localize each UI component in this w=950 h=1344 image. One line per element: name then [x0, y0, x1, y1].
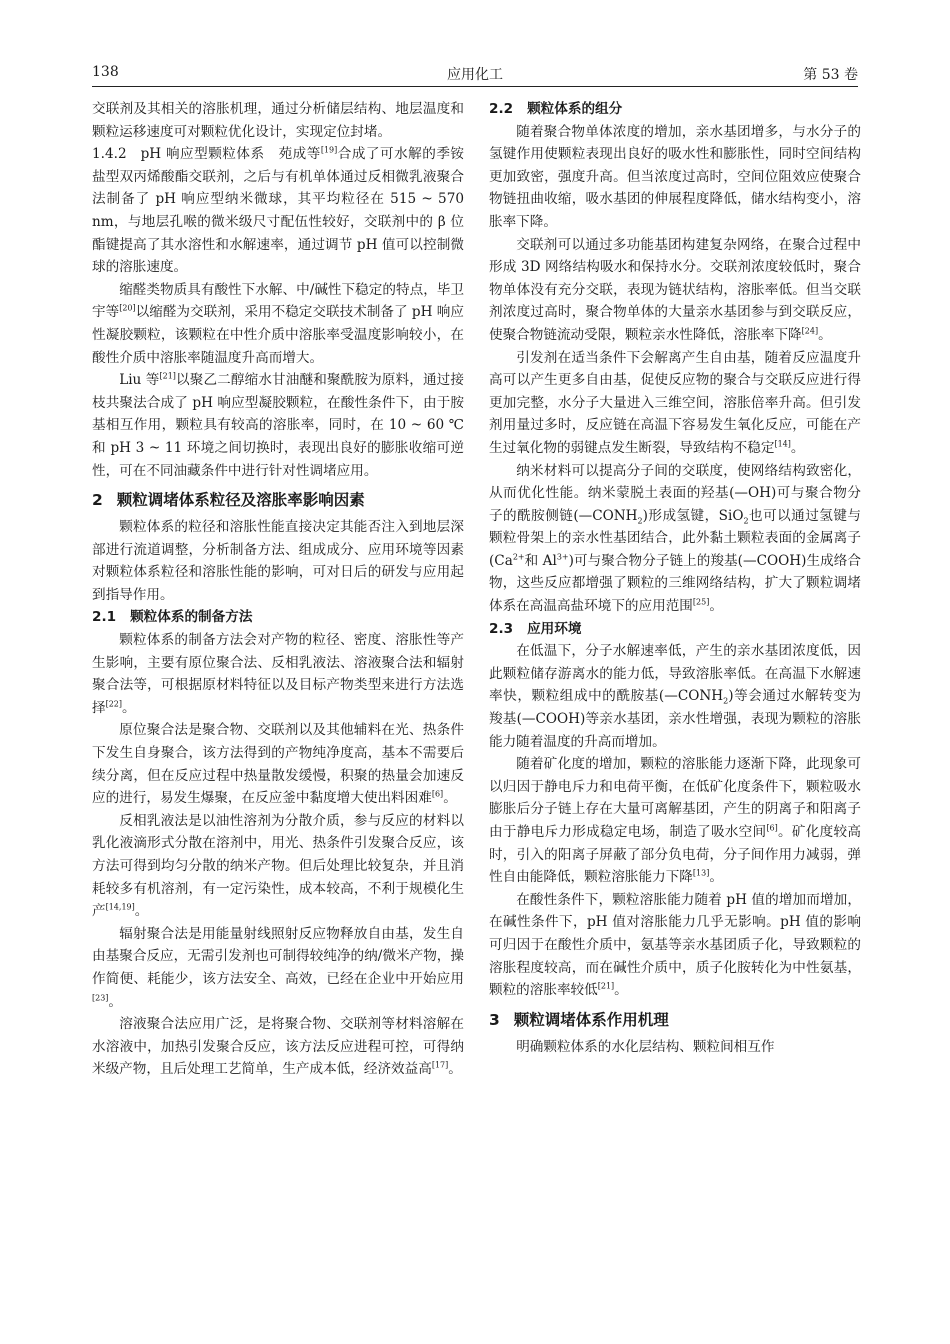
citation: [6] [431, 789, 444, 799]
paragraph: 随着聚合物单体浓度的增加，亲水基团增多，与水分子的氢键作用使颗粒表现出良好的吸水性和膨胀性，同时空间结构更加致密，强度升高。但当浓度过高时，空间位阻效应使聚合物链扭曲收缩，吸水基团的伸展程度降低，储水结构变小，溶胀率下降。 [489, 123, 861, 230]
section-heading-3: 3 颗粒调堵体系作用机理 [489, 1010, 669, 1029]
subsection-title: pH 响应型颗粒体系 [140, 146, 265, 163]
paragraph: 原位聚合法是聚合物、交联剂以及其他辅料在光、热条件下发生自身聚合，该方法得到的产物纯净度高，基本不需要后续分离，但在反应过程中热量散发缓慢，积聚的热量会加速反应的进行，易发生爆聚，在反应釜中黏度增大使出料困难[6]。 [92, 722, 464, 807]
citation: [17] [431, 1060, 449, 1070]
section-heading-2: 2 颗粒调堵体系粒径及溶胀率影响因素 [92, 491, 365, 510]
page-header [92, 60, 858, 87]
paragraph: 辐射聚合法是用能量射线照射反应物释放自由基，发生自由基聚合反应，无需引发剂也可制得较纯净的纳/微米产物，操作简便、耗能少，该方法安全、高效，已经在企业中开始应用[23]。 [92, 925, 464, 1010]
section-number: 1.4.2 [92, 146, 127, 163]
citation: [6] [766, 823, 778, 833]
paragraph: 引发剂在适当条件下会解离产生自由基，随着反应温度升高可以产生更多自由基，促使反应物的聚合与交联反应进行得更加完整，水分子大量进入三维空间，溶胀倍率升高。但引发剂用量过多时，反应链在高温下容易发生氧化反应，可能在产生过氧化物的弱键点发生断裂，导致结构不稳定[14]。 [489, 349, 861, 456]
paragraph: 交联剂可以通过多功能基团构建复杂网络，在聚合过程中形成 3D 网络结构吸水和保持水分。交联剂浓度较低时，聚合物单体没有充分交联，表现为链状结构，溶胀率低。但当交联剂浓度过高时，聚合物单体的大量亲水基团参与到交联反应，使聚合物链流动受限，颗粒亲水性降低，溶胀率下降[24]。 [489, 236, 861, 343]
paragraph: 在酸性条件下，颗粒溶胀能力随着 pH 值的增加而增加，在碱性条件下，pH 值对溶胀能力几乎无影响。pH 值的影响可归因于在酸性介质中，氨基等亲水基团质子化，导致颗粒的溶胀程度较高，而在碱性介质中，质子化胺转化为中性氨基，颗粒的溶胀率较低[21]。 [489, 891, 861, 999]
paragraph: 交联剂及其相关的溶胀机理，通过分析储层结构、地层温度和颗粒运移速度可对颗粒优化设计，实现定位封堵。 [92, 101, 464, 140]
left-column [92, 98, 464, 1081]
paragraph: 在低温下，分子水解速率低，产生的亲水基团浓度低，因此颗粒储存游离水的能力低，导致溶胀率低。在高温下水解速率快，颗粒组成中的酰胺基$(—CONH_2)$等会通过水解转变为羧基(—COOH)等亲水基团，亲水性增强，表现为颗粒的溶胀能力随着温度的升高而增加。 [489, 643, 861, 750]
paragraph: 随着矿化度的增加，颗粒的溶胀能力逐渐下降，此现象可以归因于静电斥力和电荷平衡，在低矿化度条件下，颗粒吸水膨胀后分子链上存在大量可离解基团，产生的阴离子和阳离子由于静电斥力形成稳定电场，制造了吸水空间[6]。矿化度较高时，引入的阳离子屏蔽了部分负电荷，分子间作用力减弱，弹性自由能降低，颗粒溶胀能力下降[13]。 [489, 756, 862, 886]
citation: [19] [320, 145, 338, 155]
paragraph: Liu 等[21]以聚乙二醇缩水甘油醚和聚酰胺为原料，通过接枝共聚法合成了 pH 响应型凝胶颗粒，在酸性条件下，由于胺基相互作用，颗粒具有较高的溶胀率，同时，在 10 ~ 60 ℃ 和 pH 3 ~ 11 环境之间切换时，表现出良好的膨胀收缩可逆性，可在不同油藏条件中进行针对性调堵应用。 [92, 371, 464, 479]
citation: [25] [692, 597, 710, 607]
subsection-heading-2-1: 2.1 颗粒体系的制备方法 [92, 609, 253, 626]
subsection-heading-2-3: 2.3 应用环境 [489, 620, 582, 637]
right-column [489, 98, 861, 1058]
citation: [13] [692, 868, 710, 878]
citation: [24] [801, 326, 819, 336]
citation: [21] [597, 981, 615, 991]
volume-number: 第 53 卷 [803, 67, 858, 83]
journal-name: 应用化工 [447, 67, 503, 83]
citation: [14] [774, 439, 791, 449]
citation: [14,19] [105, 902, 135, 912]
page-number: 138 [92, 64, 119, 80]
subsection-1-4-2: 1.4.2 pH 响应型颗粒体系 苑成等[19]合成了可水解的季铵盐型双丙烯酸酯交联剂，之后与有机单体通过反相微乳液聚合法制备了 pH 响应型纳米微球，其平均粒径在 515 ~ 570 nm，与地层孔喉的微米级尺寸配伍性较好，交联剂中的 β 位酯键提高了其水溶性和水解速率，通过调节 pH 值可以控制微球的溶胀速度。 [92, 143, 464, 279]
paragraph: 溶液聚合法应用广泛，是将聚合物、交联剂等材料溶解在水溶液中，加热引发聚合反应，该方法反应进程可控，可得纳米级产物，且后处理工艺简单，生产成本低，经济效益高[17]。 [92, 1016, 464, 1078]
paragraph: 颗粒体系的制备方法会对产物的粒径、密度、溶胀性等产生影响，主要有原位聚合法、反相乳液法、溶液聚合法和辐射聚合法等，可根据原材料特征以及目标产物类型来进行方法选择[22]。 [92, 632, 464, 716]
paragraph: 颗粒体系的粒径和溶胀性能直接决定其能否注入到地层深部进行流道调整，分析制备方法、组成成分、应用环境等因素对颗粒体系粒径和溶胀性能的影响，可对日后的研发与应用起到指导作用。 [92, 519, 464, 603]
citation: [22] [105, 699, 123, 709]
citation: [20] [119, 303, 136, 313]
citation: [23] [92, 993, 109, 1003]
subsection-heading-2-2: 2.2 颗粒体系的组分 [489, 101, 623, 117]
paragraph: 纳米材料可以提高分子间的交联度，使网络结构致密化，从而优化性能。纳米蒙脱土表面的羟基(—OH)可与聚合物分子的酰胺侧链$(—CONH_2)$形成氢键，SiO$_2$也可以通过氢键与颗粒骨架上的亲水性基团结合，此外黏土颗粒表面的金属离子($Ca^{2+}$和 $Al^{3+}$)可与聚合物分子链上的羧基(—COOH)生成络合物，这些反应都增强了颗粒的三维网络结构，扩大了颗粒调堵体系在高温高盐环境下的应用范围[25]。 [489, 462, 861, 615]
paragraph: 缩醛类物质具有酸性下水解、中/碱性下稳定的特点，毕卫宇等[20]以缩醛为交联剂，采用不稳定交联技术制备了 pH 响应性凝胶颗粒，该颗粒在中性介质中溶胀率受温度影响较小，在酸性介质中溶胀率随温度升高而增大。 [92, 281, 464, 366]
paragraph: 明确颗粒体系的水化层结构、颗粒间相互作 [516, 1038, 775, 1055]
paragraph: 反相乳液法是以油性溶剂为分散介质，参与反应的材料以乳化液滴形式分散在溶剂中，用光、热条件引发聚合反应，该方法可得到均匀分散的纳米产物。但后处理比较复杂，并且消耗较多有机溶剂，有一定污染性，成本较高，不利于规模化生产[14,19]。 [92, 812, 464, 920]
citation: [21] [159, 371, 176, 381]
